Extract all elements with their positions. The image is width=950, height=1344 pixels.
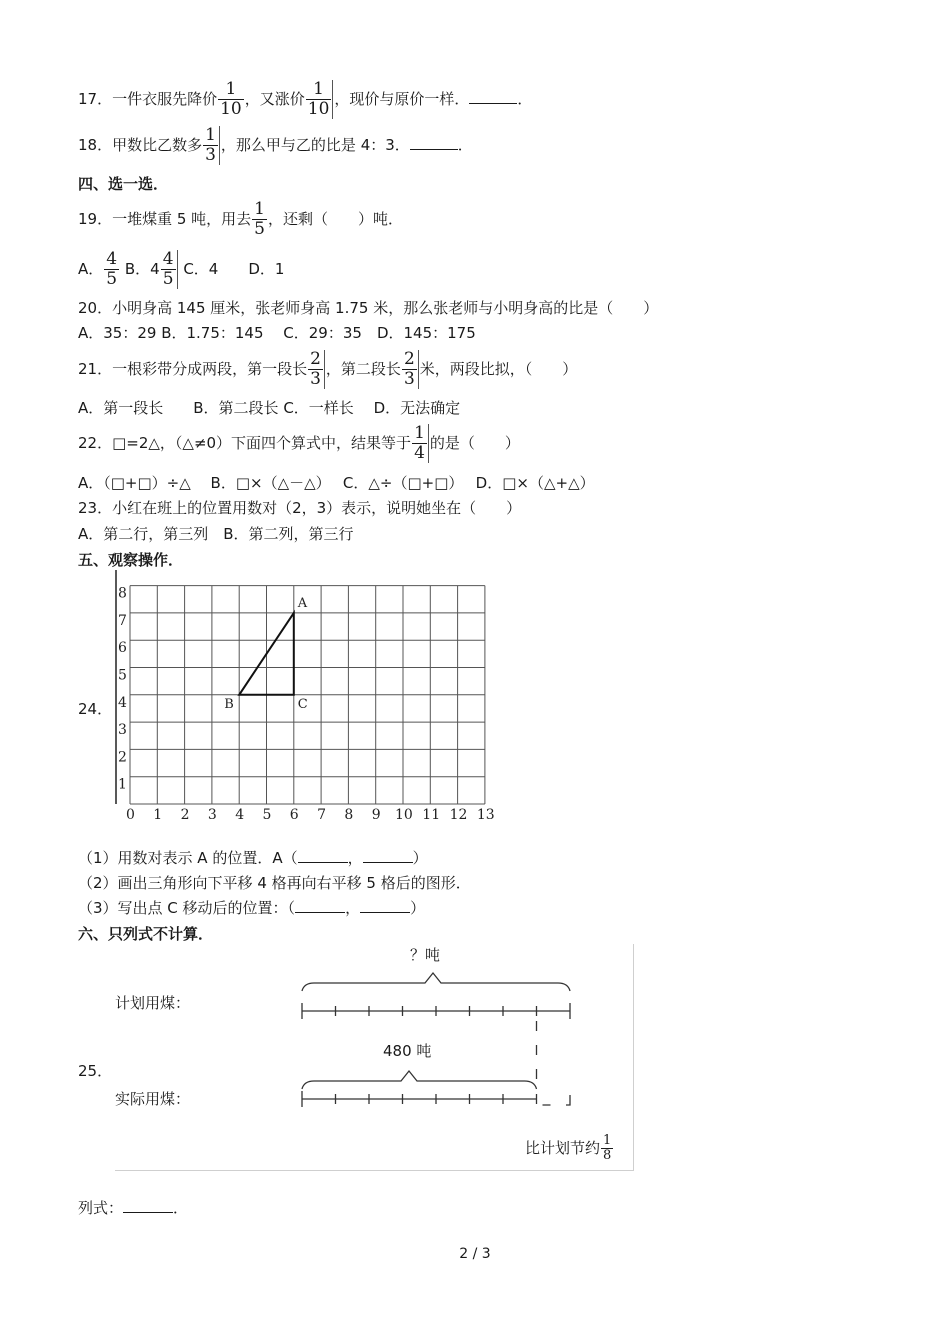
point-label-b: B — [224, 696, 234, 712]
fraction: $\frac{4}{5}$ — [161, 250, 178, 289]
x-tick-label: 11 — [422, 807, 441, 823]
x-tick-label: 0 — [126, 807, 135, 823]
x-tick-label: 12 — [449, 807, 468, 823]
question-24-part-3: （3）写出点 C 移动后的位置：（ ， ） — [78, 899, 426, 917]
question-22: 22．□=2△，（△≠0）下面四个算式中，结果等于 $\frac{1}{4}$ 的是（ ） — [78, 423, 520, 463]
answer-blank[interactable] — [469, 89, 517, 104]
x-tick-label: 3 — [207, 807, 217, 823]
x-tick-label: 2 — [180, 807, 190, 823]
question-20: 20．小明身高 145 厘米，张老师身高 1.75 米，那么张老师与小明身高的比是（ ） — [78, 299, 659, 317]
actual-label: 实际用煤： — [115, 1090, 191, 1108]
formula-line: 列式： ． — [78, 1199, 189, 1217]
question-24-number: 24． — [78, 700, 113, 718]
question-25-number: 25． — [78, 1062, 113, 1080]
answer-blank[interactable] — [360, 898, 410, 913]
question-21-options: A．第一段长 B．第二段长 C．一样长 D．无法确定 — [78, 399, 461, 417]
y-tick-label: 2 — [118, 749, 127, 766]
line-segment-diagram — [115, 944, 635, 1172]
question-23: 23．小红在班上的位置用数对（2，3）表示，说明她坐在（ ） — [78, 499, 522, 517]
question-24-part-2: （2）画出三角形向下平移 4 格再向右平移 5 格后的图形． — [78, 874, 471, 892]
x-tick-label: 4 — [235, 807, 245, 823]
fraction: $\frac{4}{5}$ — [106, 249, 118, 289]
x-tick-label: 13 — [476, 807, 495, 823]
coordinate-grid — [110, 568, 500, 823]
tons-480-label: 480 吨 — [383, 1042, 432, 1060]
answer-blank[interactable] — [363, 848, 413, 863]
question-18: 18．甲数比乙数多 $\frac{1}{3}$ ，那么甲与乙的比是 4：3． ． — [78, 125, 473, 165]
fraction: $\frac{1}{10}$ — [306, 80, 334, 119]
question-21: 21．一根彩带分成两段，第一段长 $\frac{2}{3}$ ，第二段长 $\frac{2}{3}$ 米，两段比拟，（ ） — [78, 349, 578, 389]
x-tick-label: 5 — [262, 807, 272, 823]
x-tick-label: 1 — [153, 807, 163, 823]
x-tick-label: 9 — [371, 807, 381, 823]
question-22-options: A．（□+□）÷△ B．□×（△－△） C．△÷（□+□） D．□×（△+△） — [78, 474, 595, 492]
x-tick-label: 6 — [289, 807, 299, 823]
question-17: 17．一件衣服先降价 $\frac{1}{10}$ ，又涨价 $\frac{1}{10}$ ，现价与原价一样． ． — [78, 79, 533, 119]
x-tick-label: 8 — [344, 807, 354, 823]
answer-blank[interactable] — [123, 1198, 173, 1213]
plan-label: 计划用煤： — [115, 994, 191, 1012]
y-tick-label: 1 — [118, 776, 127, 793]
answer-blank[interactable] — [410, 135, 458, 150]
fraction: $\frac{1}{3}$ — [203, 126, 220, 165]
plan-brace — [302, 973, 570, 991]
fraction: $\frac{1}{4}$ — [412, 424, 429, 463]
saved-part — [543, 1095, 571, 1105]
unknown-tons-label: ？吨 — [410, 946, 441, 964]
fraction: $\frac{1}{8}$ — [603, 1133, 612, 1163]
fraction: $\frac{1}{10}$ — [220, 79, 242, 119]
point-label-c: C — [297, 696, 308, 712]
y-tick-label: 4 — [118, 694, 127, 711]
actual-bar — [302, 1091, 537, 1107]
point-label-a: A — [297, 595, 308, 611]
y-tick-label: 3 — [118, 722, 127, 739]
section-4-heading: 四、选一选． — [78, 175, 169, 193]
question-19: 19．一堆煤重 5 吨，用去 $\frac{1}{5}$ ，还剩（ ）吨． — [78, 199, 404, 239]
y-tick-label: 7 — [118, 612, 127, 629]
question-19-options: A． $\frac{4}{5}$ B．4 $\frac{4}{5}$ C．4 D．1 — [78, 249, 285, 289]
fraction: $\frac{2}{3}$ — [308, 350, 325, 389]
y-tick-label: 6 — [118, 640, 127, 657]
answer-blank[interactable] — [298, 848, 348, 863]
saving-note: 比计划节约 $\frac{1}{8}$ — [525, 1133, 612, 1163]
question-20-options: A．35：29 B．1.75：145 C．29：35 D．145：175 — [78, 324, 476, 342]
x-tick-label: 7 — [317, 807, 327, 823]
y-tick-label: 8 — [118, 585, 127, 602]
fraction: $\frac{1}{5}$ — [254, 199, 265, 239]
y-tick-label: 5 — [118, 667, 127, 684]
question-23-options: A．第二行，第三列 B．第二列，第三行 — [78, 525, 354, 543]
question-24-part-1: （1）用数对表示 A 的位置．A（ ， ） — [78, 849, 428, 867]
section-6-heading: 六、只列式不计算． — [78, 925, 214, 943]
answer-blank[interactable] — [295, 898, 345, 913]
fraction: $\frac{2}{3}$ — [402, 350, 419, 389]
segment-bars — [115, 944, 633, 1170]
actual-brace — [302, 1071, 537, 1089]
section-5-heading: 五、观察操作． — [78, 551, 184, 569]
x-tick-label: 10 — [395, 807, 413, 823]
page-number: 2 / 3 — [459, 1246, 491, 1262]
